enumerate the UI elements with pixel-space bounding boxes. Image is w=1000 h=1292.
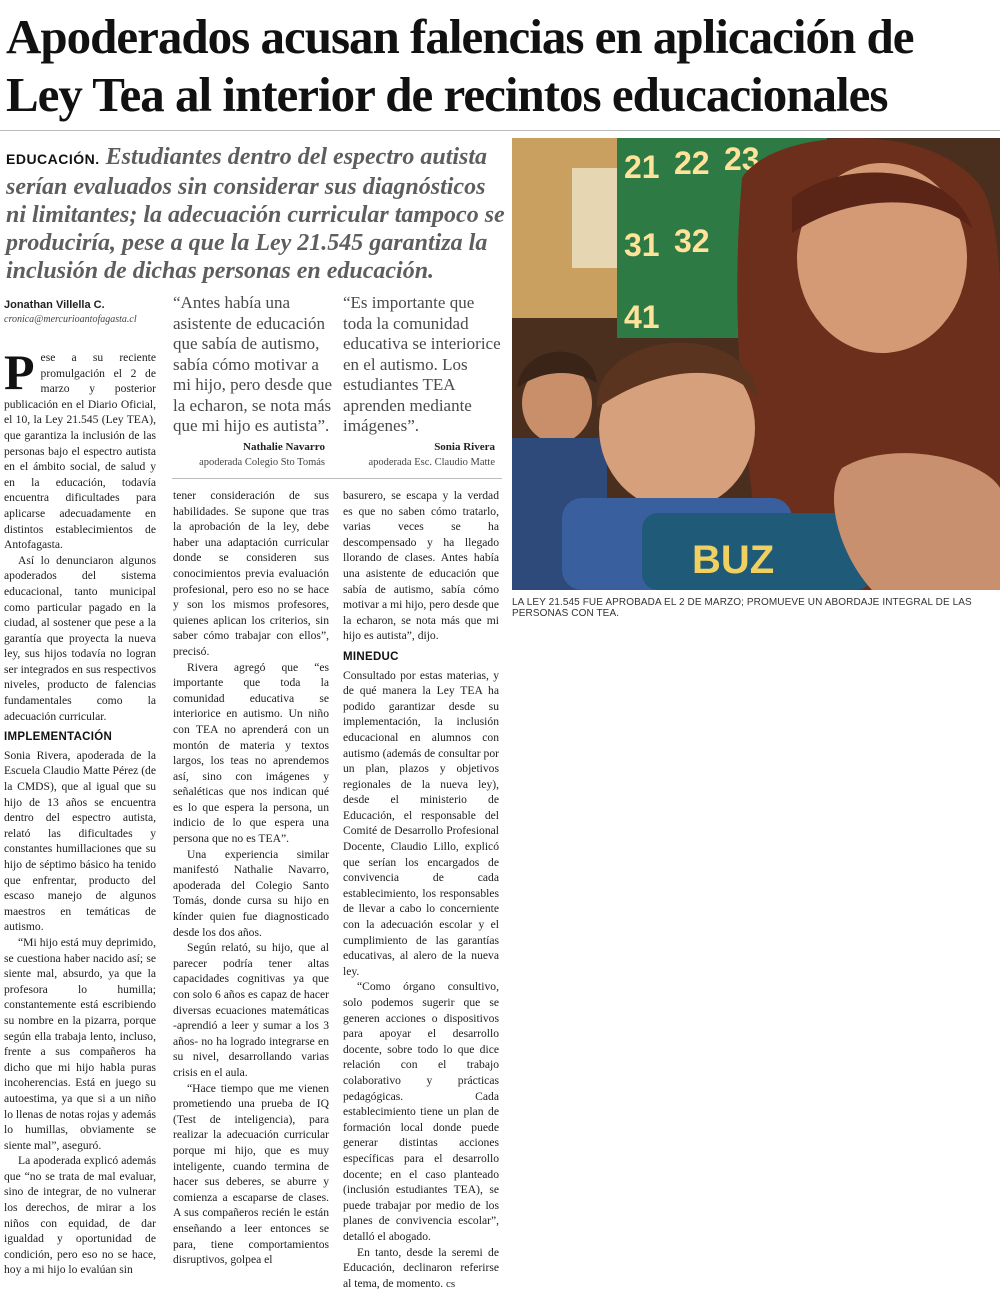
- column-1-paragraph-2: Así lo denunciaron algunos apoderados del sistema educacional, tanto municipal como particular pagado en la ciudad, al sostener que pese a la garantía que proyecta la nueva ley, sus hijos todavía no logran ser integrados en sus respectivos niveles, producto de falencias fundamentales como la adecuación curricular.: [4, 553, 156, 725]
- column-2-paragraph-1: tener consideración de sus habilidades. Se supone que tras la aprobación de la ley, debe haber una adaptación curricular donde se consideren sus conocimientos previa evaluación profesional, pero eso no se hace y son los mismos profesores, quienes aplican los criterios, sin saber cómo trabajar con ellos”, precisó.: [173, 488, 329, 660]
- pull-quote-2-name: Sonia Rivera: [343, 441, 495, 453]
- quotes-rule: [172, 478, 502, 479]
- deck: [6, 143, 506, 285]
- pencil-case-text: BUZ: [692, 538, 774, 582]
- column-3-paragraph-2: Consultado por estas materias, y de qué manera la Ley TEA ha podido garantizar desde su implementación, la inclusión educacional en alumnos con autismo (además de consultar por un plan, plazos y objetivos regionales de la nueva ley), desde el ministerio de Educación, el responsable del Comité de Desarrollo Profesional Docente, Claudio Lillo, explicó que serían los encargados de convivencia de cada establecimiento, los responsables de llevar a cabo lo concerniente con la adecuación escolar y el cumplimiento de las garantías educativas, al alero de la nueva ley.: [343, 668, 499, 980]
- board-number-22: 22: [674, 145, 710, 181]
- column-3-paragraph-3: “Como órgano consultivo, solo podemos sugerir que se generen acciones o dispositivos para apoyar el desarrollo docente, sobre todo lo que dice relación con el trabajo colaborativo y prácticas pedagógicas. Cada establecimiento tiene un plan de formación local donde puede generar distintas acciones específicas para el desarrollo docente; en el caso planteado (inclusión estudiantes TEA), se puede trabajar por medio de los planes de convivencia escolar”, detalló el abogado.: [343, 979, 499, 1244]
- column-1-paragraph-1: [4, 350, 156, 553]
- pull-quote-2-role: apoderada Esc. Claudio Matte: [343, 457, 495, 468]
- pull-quote-2-attribution: [343, 441, 495, 468]
- pull-quote-1-role: apoderada Colegio Sto Tomás: [173, 457, 325, 468]
- board-number-31: 31: [624, 227, 660, 263]
- board-number-41: 41: [624, 299, 660, 335]
- article-photo: [512, 138, 1000, 590]
- column-2-paragraph-3: Una experiencia similar manifestó Nathalie Navarro, apoderada del Colegio Santo Tomás, donde cursa su hijo en kínder quien fue diagnosticado desde los dos años.: [173, 847, 329, 941]
- column-3-paragraph-4: [343, 1245, 499, 1292]
- pull-quote-1-attribution: [173, 441, 325, 468]
- subheading-implementacion: IMPLEMENTACIÓN: [4, 730, 156, 746]
- board-number-21: 21: [624, 149, 660, 185]
- board-number-32: 32: [674, 223, 710, 259]
- column-1-paragraph-5: La apoderada explicó además que “no se trata de mal evaluar, sino de integrar, de no vulnerar los derechos, de mirar a los niños con equidad, de dar igualdad y oportunidad de condición, pero eso no se hace, hoy a mi hijo lo evalúan sin: [4, 1153, 156, 1278]
- author-email[interactable]: cronica@mercurioantofagasta.cl: [4, 314, 164, 325]
- column-3-paragraph-1: basurero, se escapa y la verdad es que no saben cómo tratarlo, varias veces se ha descompensado y ha llegado llorando de clases. Antes había una asistente de educación que sabía de autismo, sabía cómo motivar a mi hijo, pero desde que la echaron, se nota más que mi hijo es autista”, dijo.: [343, 488, 499, 644]
- column-1-paragraph-1-text: ese a su reciente promulgación el 2 de marzo y posterior publicación en el Diario Oficial, el 10, la Ley 21.545 (Ley TEA), que garantiza la inclusión de las personas bajo el espectro autista en el ámbito social, de salud y en la educación, todavía encuentra dificultades para aplicarse adecuadamente en distintos establecimientos de Antofagasta.: [4, 351, 156, 551]
- column-3: [343, 488, 499, 1292]
- author-name: Jonathan Villella C.: [4, 299, 164, 311]
- headline-rule: [0, 130, 1000, 131]
- pull-quote-1-name: Nathalie Navarro: [173, 441, 325, 453]
- column-1-paragraph-3: Sonia Rivera, apoderada de la Escuela Claudio Matte Pérez (de la CMDS), que al igual que su hijo de 13 años se encuentra dentro del espectro autista, relató las dificultades y constantes humillaciones que su hijo de séptimo básico ha tenido que enfrentar, producto del escaso manejo de algunos maestros en temáticas de autismo.: [4, 748, 156, 935]
- board-number-23: 23: [724, 141, 760, 177]
- column-3-paragraph-4-text: En tanto, desde la seremi de Educación, declinaron referirse al tema, de momento.: [343, 1246, 499, 1290]
- column-1-paragraph-4: “Mi hijo está muy deprimido, se cuestiona haber nacido así; se siente mal, absurdo, ya que la profesora lo humilla; constantemente está escribiendo su nombre en la pizarra, porque según ella trabaja lento, incluso, frente a sus compañeros ha dicho que mi hijo habla puras incoherencias. Está en juego su autoestima, ya que si a un niño lo llenas de notas rojas y además lo humillas, obviamente se siente mal”, aseguró.: [4, 935, 156, 1153]
- drop-cap: P: [4, 352, 35, 392]
- byline: [4, 299, 164, 325]
- pull-quote-1: “Antes había una asistente de educación que sabía de autismo, sabía cómo motivar a mi hijo, pero desde que la echaron, se nota más que mi hijo es autista”.: [173, 293, 333, 437]
- column-2-paragraph-4: Según relató, su hijo, que al parecer podría tener altas capacidades cognitivas ya que con solo 6 años es capaz de hacer diversas ecuaciones matemáticas -aprendió a leer y sumar a los 3 años- no ha logrado integrarse en su nivel, desarrollando varias crisis en el aula.: [173, 940, 329, 1080]
- column-2-paragraph-5: “Hace tiempo que me vienen prometiendo una prueba de IQ (Test de inteligencia), para realizar la adecuación curricular porque mi hijo, que es muy inteligente, cuando termina de hacer sus deberes, se aburre y comienza a escaparse de clases. A sus compañeros recién le están enseñando a leer entonces se para, tiene comportamientos disruptivos, golpea el: [173, 1081, 329, 1268]
- column-2: [173, 488, 329, 1268]
- section-tag: EDUCACIÓN.: [6, 151, 100, 167]
- end-mark: cs: [446, 1278, 455, 1290]
- column-1: [4, 350, 156, 1278]
- article-photo-illustration: [512, 138, 1000, 590]
- subheading-mineduc: MINEDUC: [343, 650, 499, 666]
- column-2-paragraph-2: Rivera agregó que “es importante que toda la comunidad educativa se interiorice en autismo. Un niño con TEA no aprenderá con un montón de materia y textos largos, los teas no aprendemos así, sino con imágenes y señaléticas que nos indican qué es lo que espera la persona, un indicio de lo que espera una persona que no es TEA”.: [173, 660, 329, 847]
- pull-quote-2: “Es importante que toda la comunidad educativa se interiorice en el autismo. Los estudiantes TEA aprenden mediante imágenes”.: [343, 293, 501, 437]
- woman-arm: [834, 453, 1000, 590]
- deck-text: Estudiantes dentro del espectro autista serían evaluados sin considerar sus diagnósticos ni limitantes; la adecuación curricular tampoco se produciría, pese a que la Ley 21.545 garantiza la inclusión de dichas personas en educación.: [6, 144, 505, 284]
- photo-caption: LA LEY 21.545 FUE APROBADA EL 2 DE MARZO; PROMUEVE UN ABORDAJE INTEGRAL DE LAS PERSONAS CON TEA.: [512, 597, 1000, 619]
- headline: Apoderados acusan falencias en aplicación de Ley Tea al interior de recintos educacionales: [6, 8, 996, 124]
